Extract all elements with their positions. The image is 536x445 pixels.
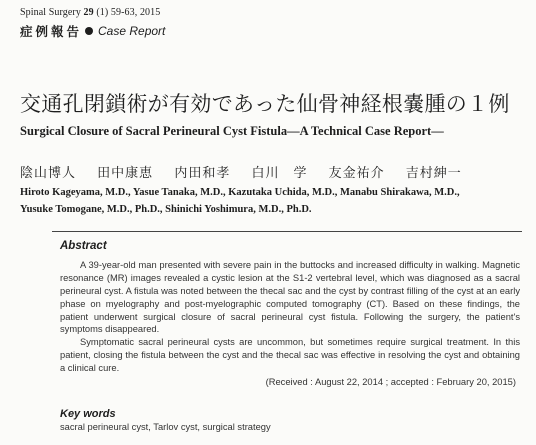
author-jp: 白川 学 xyxy=(251,166,308,181)
article-category xyxy=(20,22,165,40)
keywords-heading: Key words xyxy=(60,408,116,420)
journal-name: Spinal Surgery xyxy=(20,7,81,18)
title-english: Surgical Closure of Sacral Perineural Cyst Fistula―A Technical Case Report― xyxy=(20,124,444,138)
section-divider xyxy=(52,231,522,232)
author-jp: 吉村紳一 xyxy=(405,166,462,181)
abstract-paragraph: Symptomatic sacral perineural cysts are uncommon, but sometimes require surgical treatment. In this patient, closing the fistula between the cyst and the thecal sac was effective in resolving the cyst and obtaining a clinical cure. xyxy=(60,337,520,374)
authors-en-line: Hiroto Kageyama, M.D., Yasue Tanaka, M.D., Kazutaka Uchida, M.D., Manabu Shirakawa, M.D., xyxy=(20,187,460,198)
journal-citation xyxy=(20,7,165,18)
journal-issue-pages: (1) 59-63, 2015 xyxy=(96,7,161,18)
authors-en-line: Yusuke Tomogane, M.D., Ph.D., Shinichi Yoshimura, M.D., Ph.D. xyxy=(20,204,312,215)
journal-header xyxy=(20,7,165,40)
keywords-list: sacral perineural cyst, Tarlov cyst, surgical strategy xyxy=(60,422,271,432)
authors-japanese xyxy=(20,162,478,181)
bullet-icon xyxy=(85,27,93,35)
abstract-heading: Abstract xyxy=(60,240,107,252)
authors-english xyxy=(20,184,520,218)
title-japanese: 交通孔閉鎖術が有効であった仙骨神経根嚢腫の１例 xyxy=(20,92,510,116)
received-dates: (Received : August 22, 2014 ; accepted : February 20, 2015) xyxy=(265,377,516,388)
category-jp: 症例報告 xyxy=(20,25,83,39)
author-jp: 友金祐介 xyxy=(328,166,385,181)
category-en: Case Report xyxy=(98,24,166,38)
author-jp: 内田和孝 xyxy=(174,166,231,181)
author-jp: 陰山博人 xyxy=(20,166,77,181)
abstract xyxy=(60,240,520,389)
author-jp: 田中康恵 xyxy=(97,166,154,181)
abstract-paragraph: A 39-year-old man presented with severe pain in the buttocks and increased difficulty in walking. Magnetic resonance (MR) images revealed a cystic lesion at the S1-2 vertebral level, which was diagnosed as a sacral perineural cyst. A fistula was noted between the thecal sac and the cyst by contrast filling of the cyst at an early phase on myelography and post-myelographic computed tomography (CT). Based on these findings, the patient underwent surgical closure of sacral perineural cyst fistula. Following the surgery, the patient's symptoms disappeared. xyxy=(60,259,520,335)
journal-volume: 29 xyxy=(83,7,94,18)
